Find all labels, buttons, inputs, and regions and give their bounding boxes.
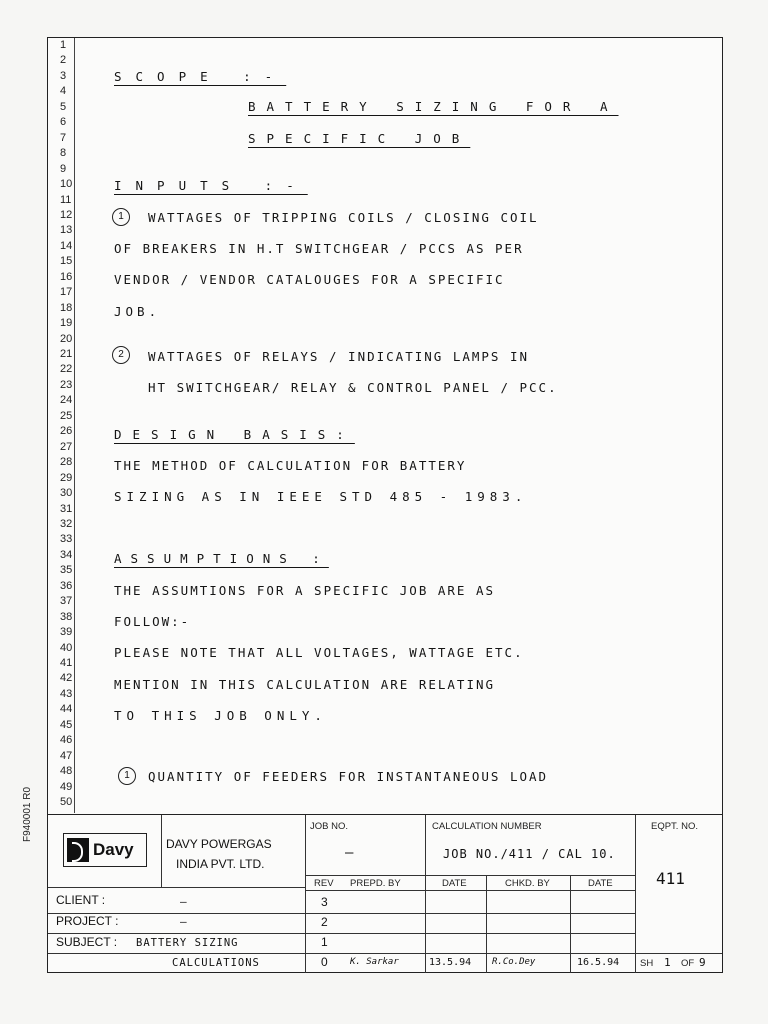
subject-line-2: CALCULATIONS: [172, 957, 260, 969]
project-value: –: [180, 915, 187, 928]
line-number: 24: [60, 394, 73, 407]
calculation-number-label: CALCULATION NUMBER: [432, 821, 542, 832]
assumptions-line-3: PLEASE NOTE THAT ALL VOLTAGES, WATTAGE ETC.: [114, 645, 524, 660]
line-number: 22: [60, 363, 73, 376]
line-number: 30: [60, 487, 73, 500]
line-number: 36: [60, 579, 73, 592]
inputs-item-1-line-2: OF BREAKERS IN H.T SWITCHGEAR / PCCS AS PER: [114, 241, 524, 256]
line-number: 16: [60, 270, 73, 283]
line-number: 4: [60, 85, 67, 98]
line-number: 35: [60, 564, 73, 577]
line-number: 17: [60, 286, 73, 299]
line-number: 42: [60, 672, 73, 685]
rev-3: 3: [321, 895, 328, 909]
sheet-label: SH: [640, 958, 654, 969]
logo-text: Davy: [93, 840, 134, 859]
design-basis-line-1: THE METHOD OF CALCULATION FOR BATTERY: [114, 458, 467, 473]
line-number: 18: [60, 301, 73, 314]
subject-line-1: BATTERY SIZING: [136, 937, 239, 949]
line-number: 8: [60, 147, 67, 160]
calculation-sheet: [47, 37, 723, 973]
subject-label: SUBJECT :: [56, 935, 118, 949]
title-block: [48, 814, 722, 973]
prepd-by-header: PREPD. BY: [350, 878, 401, 889]
project-label: PROJECT :: [56, 914, 119, 928]
line-number: 7: [60, 131, 67, 144]
line-number: 10: [60, 178, 73, 191]
line-number: 46: [60, 734, 73, 747]
prepared-date: 13.5.94: [429, 957, 472, 968]
assumptions-line-5: TO THIS JOB ONLY.: [114, 708, 327, 723]
company-name-line-1: DAVY POWERGAS: [166, 837, 272, 851]
assumptions-line-4: MENTION IN THIS CALCULATION ARE RELATING: [114, 677, 496, 692]
design-basis-line-2: SIZING AS IN IEEE STD 485 - 1983.: [114, 489, 528, 504]
line-number: 15: [60, 255, 73, 268]
inputs-item-1-line-3: VENDOR / VENDOR CATALOUGES FOR A SPECIFIC: [114, 272, 505, 287]
line-number: 20: [60, 332, 73, 345]
inputs-heading: INPUTS :-: [114, 178, 308, 193]
line-number: 5: [60, 100, 67, 113]
line-number: 48: [60, 765, 73, 778]
line-number: 43: [60, 687, 73, 700]
assumptions-item-1-line-1: QUANTITY OF FEEDERS FOR INSTANTANEOUS LOAD: [148, 769, 549, 784]
line-number: 47: [60, 749, 73, 762]
line-number: 44: [60, 703, 73, 716]
client-label: CLIENT :: [56, 893, 106, 907]
rev-2: 2: [321, 915, 328, 929]
assumptions-line-1: THE ASSUMTIONS FOR A SPECIFIC JOB ARE AS: [114, 583, 496, 598]
line-number: 50: [60, 796, 73, 809]
line-number: 27: [60, 440, 73, 453]
line-number: 41: [60, 657, 73, 669]
scope-heading: SCOPE :-: [114, 69, 287, 84]
line-number: 3: [60, 69, 67, 82]
prepared-by: K. Sarkar: [350, 957, 399, 967]
line-number: 11: [60, 193, 72, 206]
line-number: 49: [60, 780, 73, 793]
davy-logo-icon: [67, 838, 89, 862]
scope-line-1: BATTERY SIZING FOR A: [248, 99, 619, 114]
sheet-number: 1: [664, 956, 671, 969]
checked-date: 16.5.94: [577, 957, 620, 968]
calculation-number-value: JOB NO./411 / CAL 10.: [443, 847, 616, 861]
client-value: –: [180, 895, 187, 908]
inputs-item-2-line-2: HT SWITCHGEAR/ RELAY & CONTROL PANEL / PCC.: [148, 380, 558, 395]
line-number: 25: [60, 409, 73, 422]
inputs-item-1-line-1: WATTAGES OF TRIPPING COILS / CLOSING COIL: [148, 210, 539, 225]
checked-by: R.Co.Dey: [492, 957, 536, 967]
inputs-item-1-line-4: JOB.: [114, 304, 161, 319]
chkd-by-header: CHKD. BY: [505, 878, 550, 889]
design-basis-heading: DESIGN BASIS:: [114, 427, 355, 442]
eqpt-no-label: EQPT. NO.: [651, 821, 698, 832]
line-number: 9: [60, 162, 67, 175]
line-number: 34: [60, 548, 73, 561]
assumptions-item-1-number: 1: [118, 767, 136, 785]
date-header: DATE: [442, 878, 467, 889]
sheet-total: 9: [699, 956, 706, 969]
davy-logo: [63, 833, 147, 867]
inputs-item-1-number: 1: [112, 208, 130, 226]
scope-line-2: SPECIFIC JOB: [248, 131, 471, 146]
line-number: 23: [60, 378, 73, 391]
job-no-label: JOB NO.: [310, 821, 349, 832]
line-number: 19: [60, 317, 73, 330]
inputs-item-2-number: 2: [112, 346, 130, 364]
line-number: 32: [60, 517, 73, 530]
line-number: 38: [60, 610, 73, 623]
date2-header: DATE: [588, 878, 613, 889]
rev-1: 1: [321, 935, 328, 949]
line-number: 2: [60, 54, 67, 67]
line-number: 26: [60, 425, 73, 438]
line-number: 6: [60, 116, 67, 129]
line-number: 12: [60, 208, 73, 221]
form-code: F940001 R0: [22, 786, 33, 842]
of-label: OF: [681, 958, 695, 969]
line-number: 28: [60, 456, 73, 469]
eqpt-no-value: 411: [656, 869, 685, 888]
line-number: 37: [60, 595, 73, 608]
rev-header: REV: [314, 878, 334, 889]
inputs-item-2-line-1: WATTAGES OF RELAYS / INDICATING LAMPS IN: [148, 349, 530, 364]
line-number: 39: [60, 626, 73, 639]
assumptions-heading: ASSUMPTIONS :: [114, 551, 329, 566]
company-name-line-2: INDIA PVT. LTD.: [176, 857, 265, 871]
line-number: 13: [60, 224, 73, 237]
line-number: 40: [60, 641, 73, 654]
line-number: 1: [60, 39, 67, 51]
line-number: 31: [60, 502, 73, 515]
job-no-value: –: [345, 845, 354, 861]
line-number: 21: [60, 348, 73, 360]
line-number: 45: [60, 718, 73, 731]
rev-0: 0: [321, 955, 328, 969]
assumptions-line-2: FOLLOW:-: [114, 614, 191, 629]
line-number: 14: [60, 239, 73, 252]
line-number: 29: [60, 471, 73, 484]
line-number: 33: [60, 533, 73, 546]
